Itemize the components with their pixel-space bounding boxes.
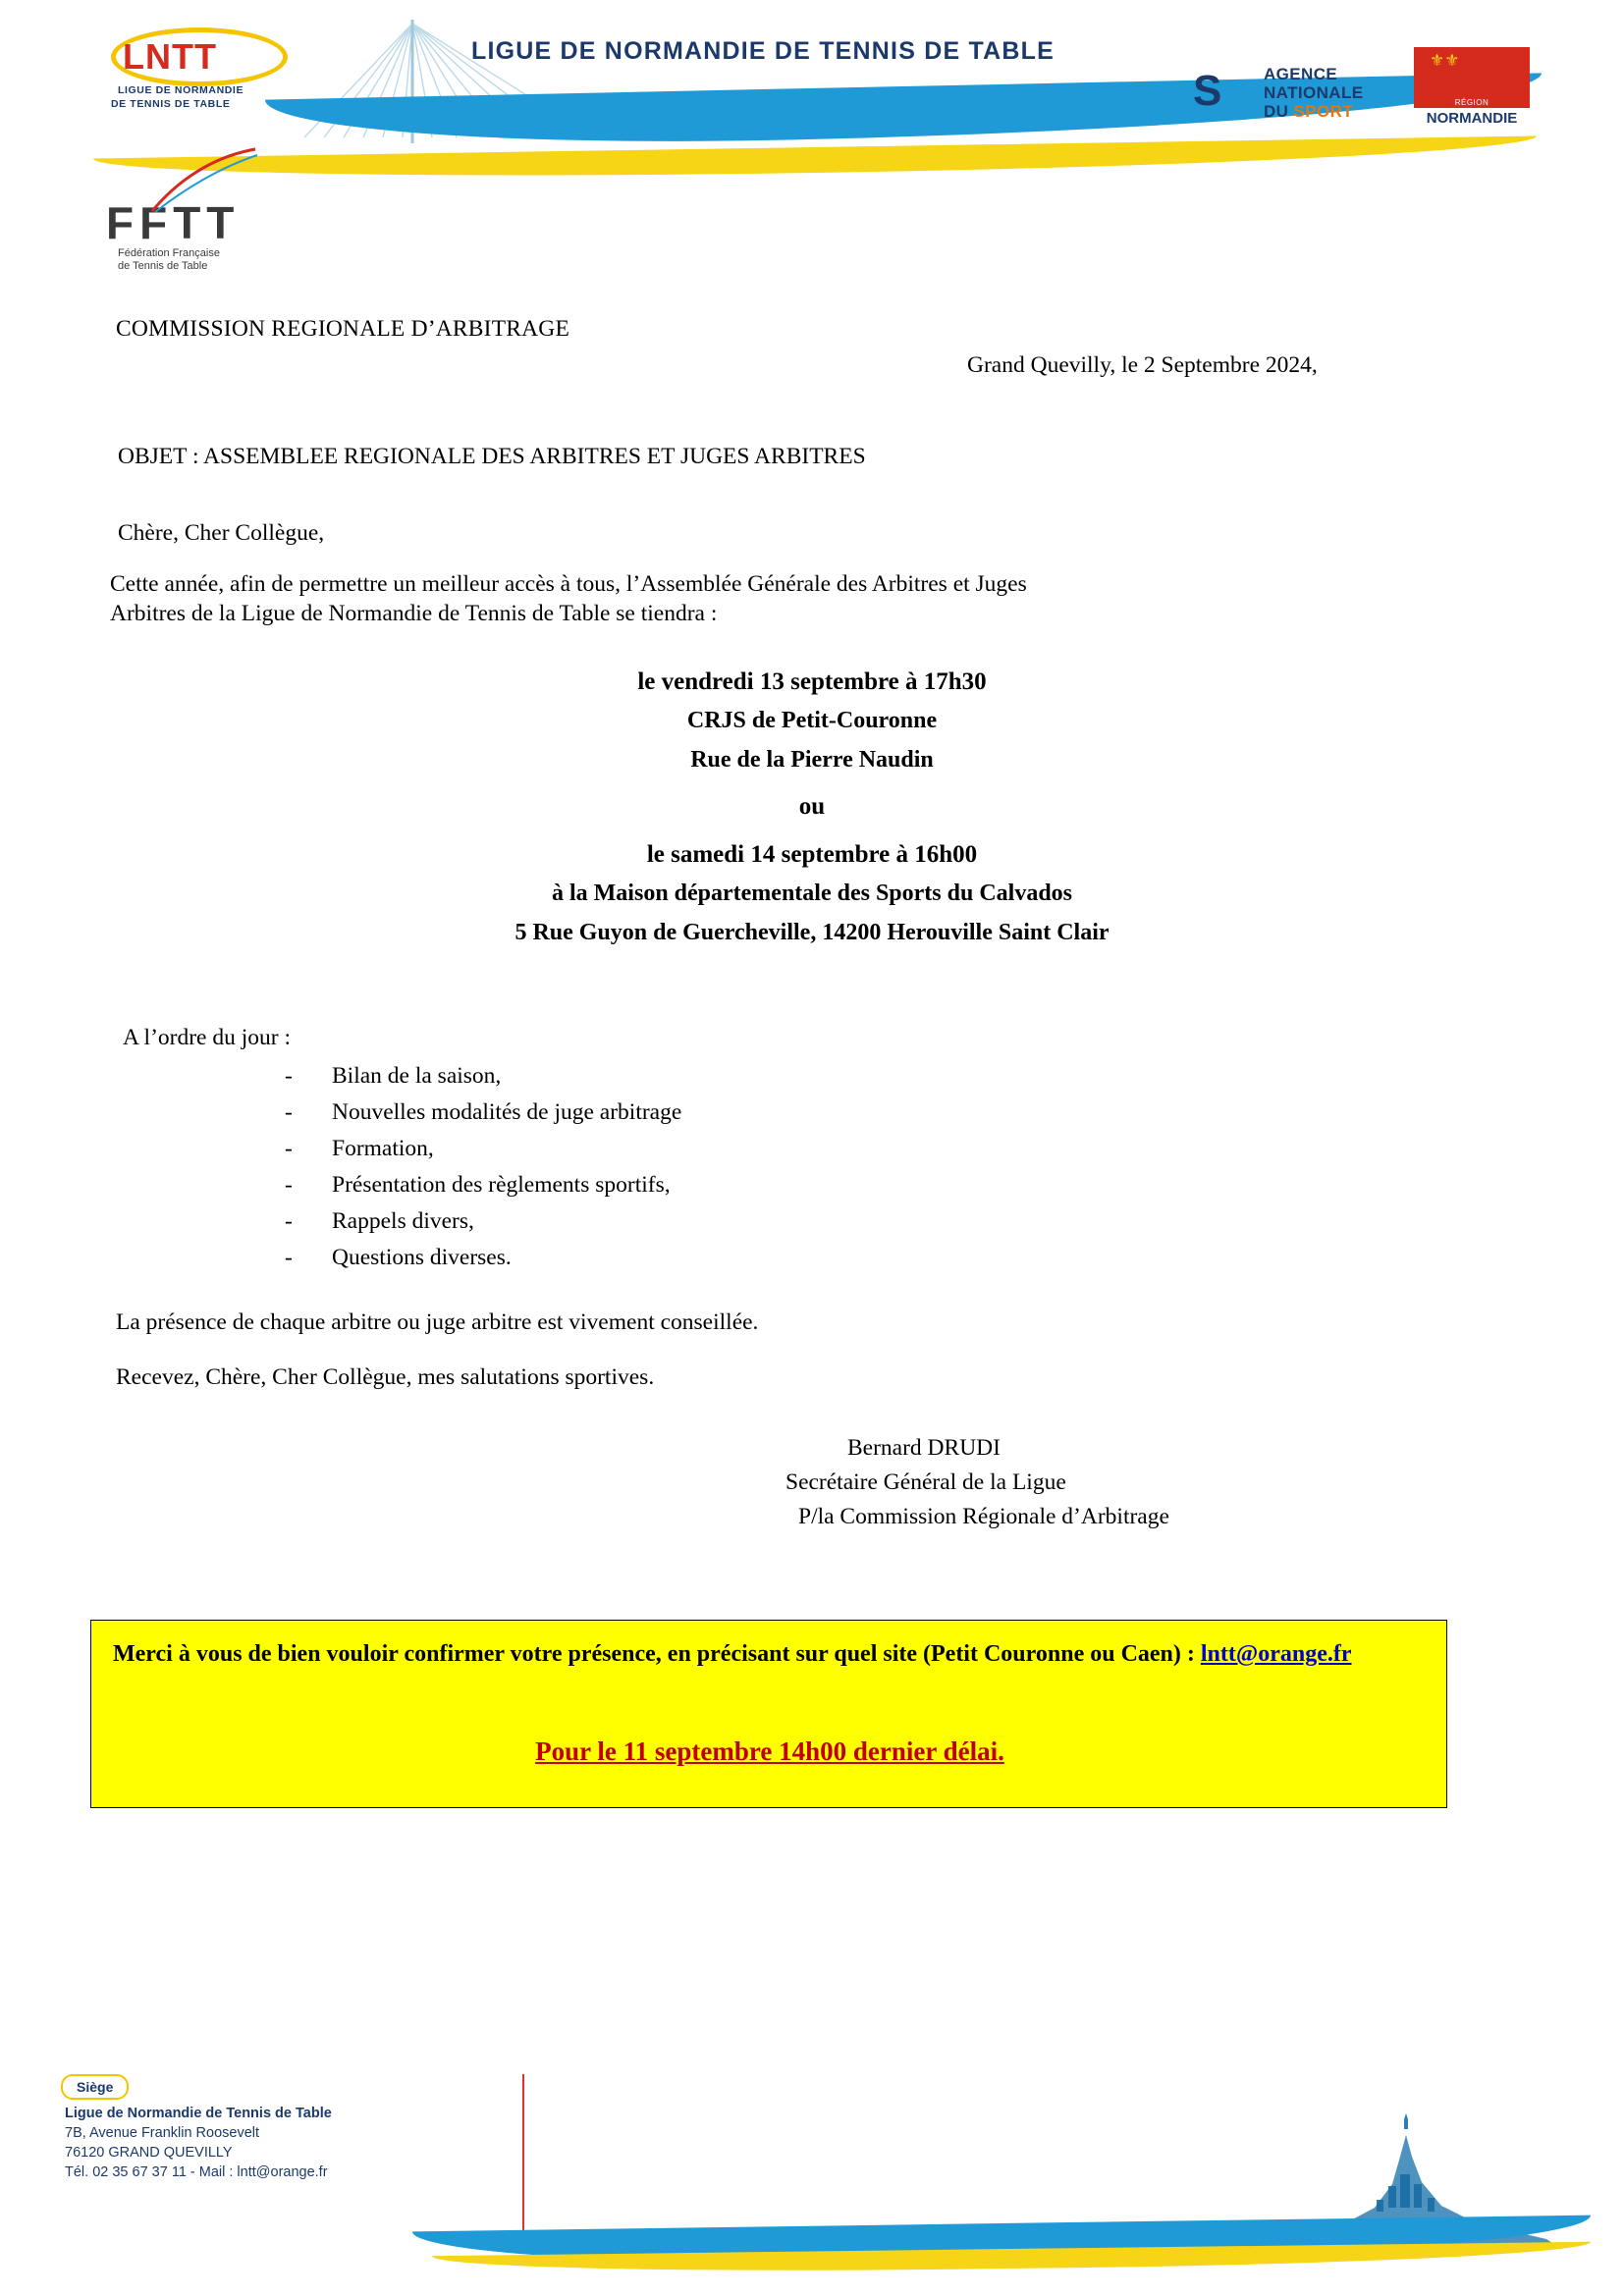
bullet-dash: - bbox=[285, 1172, 293, 1198]
lntt-logo-line1: LIGUE DE NORMANDIE bbox=[118, 84, 244, 96]
ans-line3-prefix: DU bbox=[1264, 102, 1294, 121]
agenda-item-label: Bilan de la saison, bbox=[332, 1063, 502, 1089]
lntt-logo-acronym: LNTT bbox=[123, 36, 217, 77]
closing-paragraph: Recevez, Chère, Cher Collègue, mes salutations sportives. bbox=[116, 1364, 655, 1390]
fftt-swoosh-icon bbox=[147, 147, 265, 216]
meeting-option2-line1: le samedi 14 septembre à 16h00 bbox=[646, 841, 978, 868]
subject-line: OBJET : ASSEMBLEE REGIONALE DES ARBITRES ET JUGES ARBITRES bbox=[118, 444, 866, 469]
list-item bbox=[285, 1058, 681, 1095]
intro-line1: Cette année, afin de permettre un meilleur accès à tous, l’Assemblée Générale des Arbitres et Juges bbox=[110, 571, 1027, 597]
region-logo-small: RÉGION bbox=[1454, 98, 1489, 107]
list-item bbox=[285, 1131, 681, 1167]
region-flag bbox=[1414, 47, 1530, 108]
intro-paragraph bbox=[110, 569, 1435, 628]
agenda-item-label: Formation, bbox=[332, 1136, 434, 1161]
list-item bbox=[285, 1240, 681, 1276]
commission-line: COMMISSION REGIONALE D’ARBITRAGE bbox=[116, 316, 570, 342]
ans-s-mark: S bbox=[1193, 67, 1222, 115]
salutation: Chère, Cher Collègue, bbox=[118, 520, 325, 546]
ans-line1: AGENCE bbox=[1264, 65, 1338, 83]
callout-deadline: Pour le 11 septembre 14h00 dernier délai. bbox=[535, 1736, 1004, 1766]
fftt-line2: de Tennis de Table bbox=[118, 260, 208, 272]
list-item bbox=[285, 1095, 681, 1131]
list-item bbox=[285, 1167, 681, 1203]
place-date: Grand Quevilly, le 2 Septembre 2024, bbox=[967, 352, 1318, 378]
intro-line2: Arbitres de la Ligue de Normandie de Tennis de Table se tiendra : bbox=[110, 601, 718, 626]
lntt-logo bbox=[103, 27, 295, 116]
meeting-option2-line3: 5 Rue Guyon de Guercheville, 14200 Herouville Saint Clair bbox=[514, 920, 1110, 945]
footer-address bbox=[65, 2104, 332, 2182]
signature-behalf: P/la Commission Régionale d’Arbitrage bbox=[798, 1504, 1169, 1529]
ans-line2: NATIONALE bbox=[1264, 83, 1364, 102]
footer-address-line2: 76120 GRAND QUEVILLY bbox=[65, 2145, 233, 2161]
footer-contact: Tél. 02 35 67 37 11 - Mail : lntt@orange.fr bbox=[65, 2164, 328, 2180]
bullet-dash: - bbox=[285, 1245, 293, 1270]
agenda-item-label: Nouvelles modalités de juge arbitrage bbox=[332, 1099, 682, 1125]
region-logo-name: NORMANDIE bbox=[1426, 110, 1518, 127]
presence-paragraph: La présence de chaque arbitre ou juge arbitre est vivement conseillée. bbox=[116, 1309, 759, 1335]
fftt-line1: Fédération Française bbox=[118, 247, 220, 259]
list-item bbox=[285, 1203, 681, 1240]
callout-text bbox=[113, 1637, 1429, 1671]
bullet-dash: - bbox=[285, 1208, 293, 1234]
fftt-logo-letters: FFTT bbox=[106, 197, 241, 248]
signature-name: Bernard DRUDI bbox=[847, 1435, 1001, 1461]
document-header bbox=[0, 0, 1624, 272]
lntt-logo-line2: DE TENNIS DE TABLE bbox=[111, 98, 231, 110]
agenda-item-label: Rappels divers, bbox=[332, 1208, 474, 1234]
footer-divider bbox=[522, 2074, 524, 2241]
meeting-separator: ou bbox=[798, 793, 826, 820]
meeting-details bbox=[0, 663, 1624, 952]
agenda-list bbox=[285, 1058, 681, 1276]
meeting-option1-line1: le vendredi 13 septembre à 17h30 bbox=[637, 668, 987, 695]
bullet-dash: - bbox=[285, 1099, 293, 1125]
bullet-dash: - bbox=[285, 1063, 293, 1089]
footer-address-line1: 7B, Avenue Franklin Roosevelt bbox=[65, 2125, 260, 2141]
header-title: LIGUE DE NORMANDIE DE TENNIS DE TABLE bbox=[471, 37, 1055, 65]
bullet-dash: - bbox=[285, 1136, 293, 1161]
agenda-item-label: Questions diverses. bbox=[332, 1245, 512, 1270]
confirmation-callout bbox=[90, 1620, 1447, 1808]
meeting-option1-line2: CRJS de Petit-Couronne bbox=[686, 708, 938, 733]
agenda-item-label: Présentation des règlements sportifs, bbox=[332, 1172, 671, 1198]
meeting-option1-line3: Rue de la Pierre Naudin bbox=[690, 747, 934, 773]
siege-badge: Siège bbox=[61, 2074, 129, 2100]
region-normandie-logo bbox=[1414, 47, 1532, 133]
document-footer bbox=[0, 2056, 1624, 2296]
footer-org: Ligue de Normandie de Tennis de Table bbox=[65, 2106, 332, 2121]
signature-role: Secrétaire Général de la Ligue bbox=[785, 1469, 1066, 1495]
callout-instruction: Merci à vous de bien vouloir confirmer votre présence, en précisant sur quel site (Petit Couronne ou Caen) : bbox=[113, 1641, 1201, 1667]
contact-email-link[interactable]: lntt@orange.fr bbox=[1200, 1641, 1352, 1667]
agence-nationale-du-sport-logo bbox=[1193, 59, 1419, 133]
ans-logo-text bbox=[1264, 65, 1364, 121]
agenda-title: A l’ordre du jour : bbox=[123, 1025, 291, 1050]
meeting-option2-line2: à la Maison départementale des Sports du Calvados bbox=[551, 881, 1073, 906]
ans-line3-accent: SPORT bbox=[1293, 102, 1354, 121]
signature-block bbox=[776, 1431, 1169, 1534]
leopards-icon: ⚜⚜ bbox=[1430, 51, 1460, 71]
fftt-logo-subtitle bbox=[118, 247, 220, 273]
